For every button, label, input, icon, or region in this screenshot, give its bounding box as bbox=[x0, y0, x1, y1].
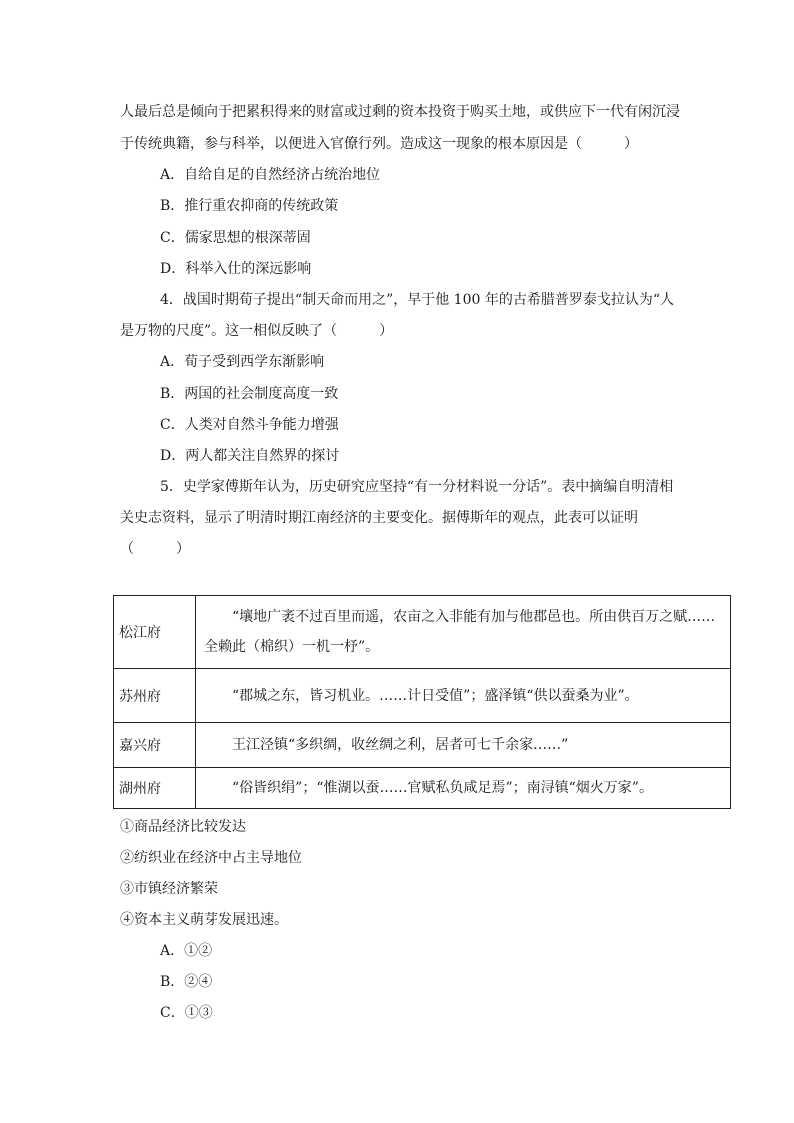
quote-line: “郡城之东，皆习机业。……计日受值”；盛泽镇“供以蚕桑为业”。 bbox=[232, 687, 639, 704]
table-place-cell: 松江府 bbox=[114, 596, 196, 669]
q3-option-c: C．儒家思想的根深蒂固 bbox=[160, 230, 311, 246]
quote-line: “壤地广袤不过百里而遥，农亩之入非能有加与他郡邑也。所由供百万之赋…… bbox=[232, 609, 716, 625]
q4-option-b: B．两国的社会制度高度一致 bbox=[160, 386, 339, 402]
table-quote-cell bbox=[196, 669, 731, 723]
quote-line: 全赖此（棉织）一机一杼”。 bbox=[204, 639, 380, 655]
q3-stem-line2: 于传统典籍，参与科举，以便进入官僚行列。造成这一现象的根本原因是（ ） bbox=[120, 136, 638, 152]
q3-stem-line1: 人最后总是倾向于把累积得来的财富或过剩的资本投资于购买土地，或供应下一代有闲沉浸 bbox=[120, 104, 680, 120]
table-place-cell: 嘉兴府 bbox=[114, 723, 196, 768]
q5-option-a: A．①② bbox=[160, 943, 213, 959]
table-quote-cell bbox=[196, 723, 731, 768]
q3-option-b: B．推行重农抑商的传统政策 bbox=[160, 198, 339, 214]
table-row bbox=[114, 723, 731, 768]
q5-statement-4: ④资本主义萌芽发展迅速。 bbox=[120, 912, 288, 928]
q4-option-d: D．两人都关注自然界的探讨 bbox=[160, 448, 340, 464]
q5-statement-3: ③市镇经济繁荣 bbox=[120, 881, 218, 897]
q3-option-d: D．科举入仕的深远影响 bbox=[160, 261, 312, 277]
q4-option-c: C．人类对自然斗争能力增强 bbox=[160, 417, 339, 433]
source-table bbox=[113, 595, 731, 809]
table-place-cell: 湖州府 bbox=[114, 768, 196, 809]
table-row bbox=[114, 669, 731, 723]
q4-stem-line1: 4．战国时期荀子提出“制天命而用之”，早于他 100 年的古希腊普罗泰戈拉认为“人 bbox=[160, 292, 674, 308]
quote-line: “俗皆织绢”；“惟湖以蚕……官赋私负咸足焉”；南浔镇“烟火万家”。 bbox=[232, 780, 653, 796]
q5-statement-1: ①商品经济比较发达 bbox=[120, 819, 246, 835]
q5-stem-line2: 关史志资料，显示了明清时期江南经济的主要变化。据傅斯年的观点，此表可以证明 bbox=[120, 510, 638, 526]
q5-option-b: B．②④ bbox=[160, 974, 213, 990]
q3-option-a: A．自给自足的自然经济占统治地位 bbox=[160, 167, 381, 183]
quote-line: 王江泾镇“多织绸，收丝绸之利，居者可七千余家……” bbox=[232, 737, 569, 753]
q4-stem-line2: 是万物的尺度”。这一相似反映了（ ） bbox=[120, 323, 394, 339]
q5-option-c: C．①③ bbox=[160, 1005, 213, 1021]
table-quote-cell bbox=[196, 596, 731, 669]
table-quote-cell bbox=[196, 768, 731, 809]
q5-stem-line3: （ ） bbox=[120, 541, 190, 557]
table-place-cell: 苏州府 bbox=[114, 669, 196, 723]
q5-stem-line1: 5．史学家傅斯年认为，历史研究应坚持“有一分材料说一分话”。表中摘编自明清相 bbox=[160, 479, 674, 495]
table-row bbox=[114, 768, 731, 809]
q5-statement-2: ②纺织业在经济中占主导地位 bbox=[120, 850, 302, 866]
table-row bbox=[114, 596, 731, 669]
q4-option-a: A．荀子受到西学东渐影响 bbox=[160, 354, 325, 370]
